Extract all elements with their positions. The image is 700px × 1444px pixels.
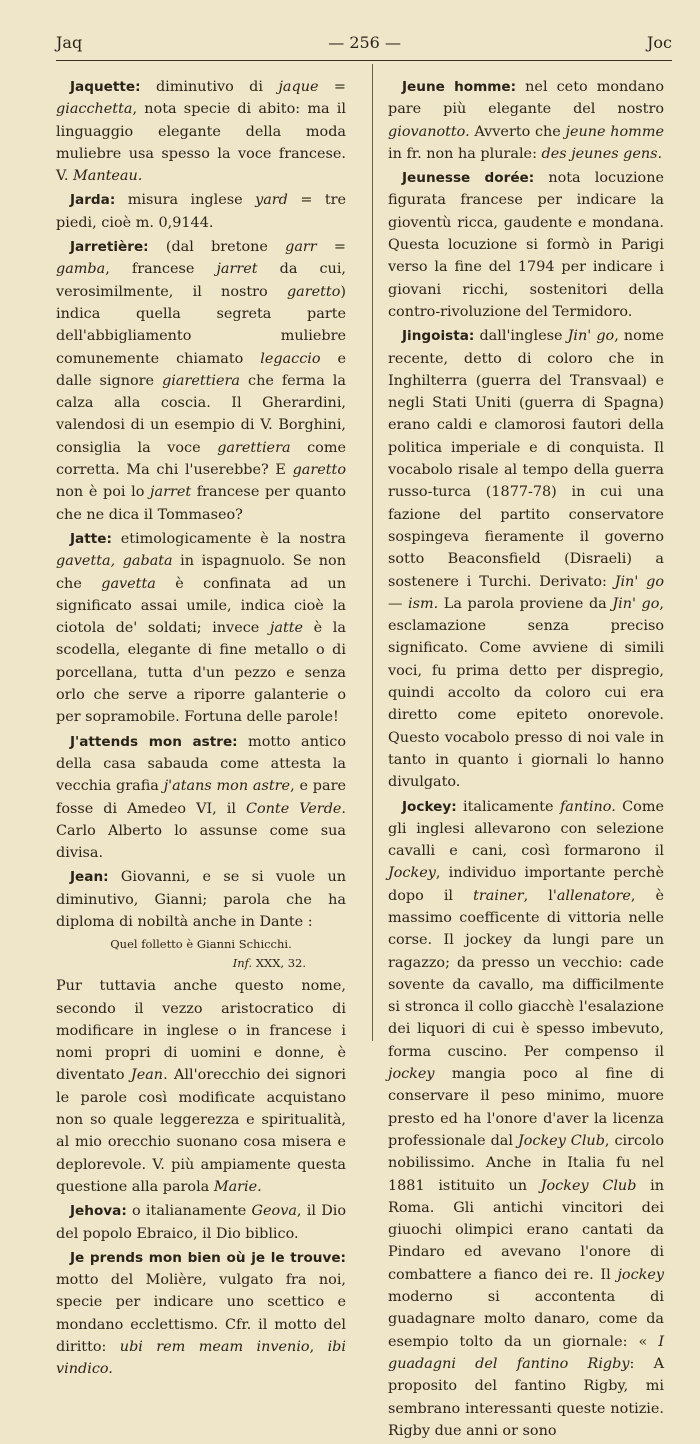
entry-text: francese per quanto che ne dica il Tommaseo?	[56, 484, 346, 523]
entry-headword: J'attends mon astre:	[70, 733, 238, 750]
entry-text: Giovanni, e se si vuole un diminutivo, Gianni; parola che ha diploma di nobiltà anche in Dante :	[56, 869, 346, 930]
entry-italic-term: jatte	[269, 620, 304, 637]
dictionary-entry	[56, 1200, 346, 1245]
entry-italic-term: Jockey Club	[517, 1132, 605, 1149]
column-divider	[372, 64, 373, 1041]
entry-italic-term: Jin' go	[567, 328, 615, 345]
entry-italic-term: garetto	[286, 283, 341, 300]
dictionary-entry	[56, 76, 346, 187]
entry-text: (dal bretone	[148, 239, 286, 256]
entry-text: o italianamente	[126, 1203, 252, 1220]
entry-text: La parola proviene da	[438, 595, 613, 612]
entry-italic-term: Jin' go — ism.	[388, 573, 665, 612]
entry-text: , nome recente, detto di coloro che in Inghilterra (guerra del Transvaal) e negli Stati Uniti (guerra di Spagna) erano caldi e clamorosi fautori della politica imperiale e di conquista. Il vocabolo risale al tempo della guerra russo-turca (1877-78) in cui una fazione del partito conservatore sospingeva fieramente il governo sotto Beaconsfield (Disraeli) a sostenere i Turchi. Derivato:	[388, 328, 665, 590]
entry-headword: Jarda:	[70, 192, 116, 209]
right-column	[388, 76, 664, 1444]
entry-text: moderno si accontenta di guadagnare molto danaro, come da esempio tolto da un giornale: «	[388, 1289, 664, 1350]
dante-quote: Quel folletto è Gianni Schicchi.	[110, 937, 292, 952]
entry-italic-term: I guadagni del fantino Rigby	[388, 1333, 664, 1372]
entry-text: dall'inglese	[474, 328, 568, 345]
entry-text: ,	[309, 1339, 328, 1356]
left-entries-continued	[56, 975, 346, 1380]
entry-italic-term: gavetta, gabata	[56, 553, 173, 570]
dictionary-entry	[56, 975, 346, 1198]
entry-text: . All'orecchio dei signori le parole così modificate acquistano non so quale leggerezza e spiritualità, al mio orecchio suonano cosa misera e deplorevole. V. più ampiamente questa questione alla parola	[56, 1067, 346, 1195]
entry-italic-term: jockey	[388, 1066, 435, 1083]
entry-italic-term: giacchetta	[56, 101, 133, 118]
dictionary-entry	[56, 731, 346, 865]
entry-text: è la scodella, elegante di fine metallo o di porcellana, tutta d'un pezzo e senza orlo che serve a riporre galanterie o per sopramobile. Fortuna delle parole!	[56, 620, 346, 726]
entry-headword: Jockey:	[402, 798, 457, 815]
entry-italic-term: Geova	[251, 1203, 297, 1220]
entry-text: Come gli inglesi allevarono con selezione cavalli e cani, così formarono il	[388, 798, 664, 860]
dictionary-entry	[388, 325, 664, 793]
entry-italic-term: legaccio	[260, 350, 321, 367]
entry-text: , è massimo coefficente di vittoria nelle corse. Il jockey da lungi pare un ragazzo; da presso un vecchio: cade sovente da cavallo, ma difficilmente si stronca il collo giacchè l'esalazione dei liquori di cui è spesso imbevuto, forma cuscino. Per compenso il	[388, 887, 665, 1060]
entry-text: Pur tuttavia anche questo nome, secondo il vezzo aristocratico di modificare in inglese o in francese i nomi propri di uomini e donne, è diventato	[56, 978, 346, 1084]
entry-italic-term: Manteau.	[73, 168, 143, 185]
entry-italic-term: garettiera	[217, 439, 291, 456]
entry-italic-term: des jeunes gens.	[541, 145, 663, 162]
dictionary-entry	[388, 76, 664, 165]
dictionary-entry	[56, 866, 346, 933]
entry-italic-term: allenatore	[556, 887, 631, 904]
entry-text: , esclamazione senza preciso significato. Come avviene di simili voci, fu prima detto per dispregio, quindi accolto da coloro cui era diretto come epiteto onorevole. Questo vocabolo presso di noi vale in tanto in quanto i giornali lo hanno divulgato.	[388, 595, 664, 791]
entry-text: in ispagnuolo. Se non che	[56, 553, 346, 592]
page-number: — 256 —	[328, 32, 401, 52]
entry-italic-term: giovanotto.	[388, 123, 470, 140]
entry-italic-term: giarettiera	[162, 372, 240, 389]
entry-text: nota locuzione figurata francese per indicare la gioventù ricca, gaudente e mondana. Questa locuzione si formò in Parigi verso la fine del 1794 per indicare i giovani ricchi, sostenitori della contro-rivoluzione del Termidoro.	[388, 170, 664, 320]
entry-text: non è poi lo	[56, 484, 151, 501]
entry-italic-term: ibi vindico.	[56, 1339, 346, 1378]
entry-italic-term: jarret	[150, 484, 192, 501]
entry-italic-term: trainer	[473, 887, 524, 904]
entry-italic-term: yard	[255, 192, 288, 209]
entry-headword: Jarretière:	[70, 239, 149, 256]
entry-text: = tre piedi, cioè m. 0,9144.	[56, 192, 347, 231]
entry-text: , e pare fosse di Amedeo VI, il	[56, 778, 346, 817]
entry-text: =	[316, 239, 346, 256]
entry-text: ) indica quella segreta parte dell'abbigliamento muliebre comunemente chiamato	[56, 283, 346, 367]
dictionary-entry	[56, 528, 346, 729]
entry-headword: Jean:	[70, 869, 109, 886]
entry-text: in Roma. Gli antichi vincitori dei giuochi olimpici erano cantati da Pindaro ed avevano l'onore di combattere a fianco dei re. Il	[388, 1177, 664, 1283]
entry-italic-term: j'atans mon astre	[163, 778, 291, 795]
entry-text: mangia poco al fine di conservare il peso minimo, muore presto ed ha l'onore d'aver la licenza professionale dal	[388, 1066, 664, 1149]
entry-italic-term: fantino.	[559, 798, 616, 815]
entry-text: Avverto che	[469, 123, 566, 140]
entry-headword: Jatte:	[70, 530, 112, 547]
entry-headword: Jeunesse dorée:	[402, 170, 535, 187]
entry-italic-term: jarret	[216, 261, 258, 278]
header-right-guide-word: Joc	[646, 32, 672, 52]
entry-text: . Carlo Alberto lo assunse come sua divisa.	[56, 800, 346, 862]
entry-text: , individuo importante perchè dopo il	[388, 865, 664, 904]
entry-text: , l'	[523, 887, 557, 904]
dictionary-entry	[56, 1247, 346, 1381]
quote-ref-location: XXX, 32.	[252, 956, 306, 971]
entry-text: motto antico della casa sabauda come attesta la vecchia grafia	[56, 733, 346, 795]
entry-text: , nota specie di abito: ma il linguaggio elegante della moda muliebre usa spesso la voce francese. V.	[56, 101, 346, 185]
entry-italic-term: gavetta	[101, 575, 156, 592]
entry-headword: Jeune homme:	[402, 79, 517, 95]
entry-text: che ferma la calza alla coscia. Il Gherardini, valendosi di un esempio di V. Borghini, consiglia la voce	[56, 372, 346, 456]
entry-italic-term: garr	[285, 239, 317, 256]
entry-text: motto del Molière, vulgato fra noi, specie per indicare uno scettico e mondano ecclettismo. Cfr. il motto del diritto:	[56, 1272, 346, 1356]
dictionary-entry	[388, 167, 664, 323]
entry-headword: Je prends mon bien où je le trouve:	[70, 1249, 346, 1266]
entry-text: misura inglese	[115, 192, 256, 209]
header-rule	[56, 60, 672, 61]
entry-italic-term: ubi rem meam invenio	[119, 1339, 310, 1356]
entry-text: nel ceto mondano pare più elegante del nostro	[388, 79, 665, 118]
entry-text: =	[318, 79, 346, 95]
entry-text: italicamente	[456, 798, 560, 815]
entry-italic-term: garetto	[292, 462, 346, 479]
dante-quote-reference	[56, 955, 346, 971]
entry-italic-term: jockey	[617, 1266, 664, 1283]
left-entries	[56, 76, 346, 933]
dictionary-entry	[56, 236, 346, 526]
entry-italic-term: Jockey Club	[540, 1177, 637, 1194]
entry-italic-term: jaque	[278, 79, 319, 95]
entry-text: diminutivo di	[140, 79, 279, 95]
entry-headword: Jaquette:	[70, 79, 141, 95]
entry-headword: Jingoista:	[402, 328, 475, 345]
entry-italic-term: Jockey	[388, 865, 436, 882]
entry-text: da cui, verosimilmente, il nostro	[56, 261, 346, 300]
entry-italic-term: gamba	[56, 261, 106, 278]
entry-text: , circolo nobilissimo. Anche in Italia fu nel 1881 istituito un	[388, 1132, 664, 1194]
entry-text: , francese	[105, 261, 217, 278]
entry-headword: Jehova:	[70, 1203, 127, 1220]
entry-italic-term: Jin' go	[612, 595, 660, 612]
entry-italic-term: Conte Verde	[245, 800, 342, 817]
entry-italic-term: jeune homme	[565, 123, 664, 140]
entry-text: in fr. non ha plurale:	[388, 145, 542, 162]
entry-text: , il Dio del popolo Ebraico, il Dio biblico.	[56, 1203, 346, 1242]
entry-text: etimologicamente è la nostra	[111, 530, 346, 547]
dictionary-entry	[388, 796, 664, 1443]
right-entries	[388, 76, 664, 1442]
entry-italic-term: Jean	[130, 1067, 164, 1084]
left-column	[56, 76, 346, 1383]
entry-text: è confinata ad un significato assai umile, indica cioè la ciotola de' soldati; invece	[56, 575, 346, 637]
entry-text: : A proposito del fantino Rigby, mi sembrano interessanti queste notizie. Rigby due anni or sono	[388, 1355, 664, 1439]
header-left-guide-word: Jaq	[56, 32, 83, 52]
entry-italic-term: Marie.	[213, 1178, 262, 1195]
running-header	[56, 30, 672, 54]
entry-text: come corretta. Ma chi l'userebbe? E	[56, 439, 346, 479]
quote-ref-work: Inf.	[232, 956, 253, 971]
entry-text: e dalle signore	[56, 350, 346, 389]
dictionary-entry	[56, 189, 346, 234]
